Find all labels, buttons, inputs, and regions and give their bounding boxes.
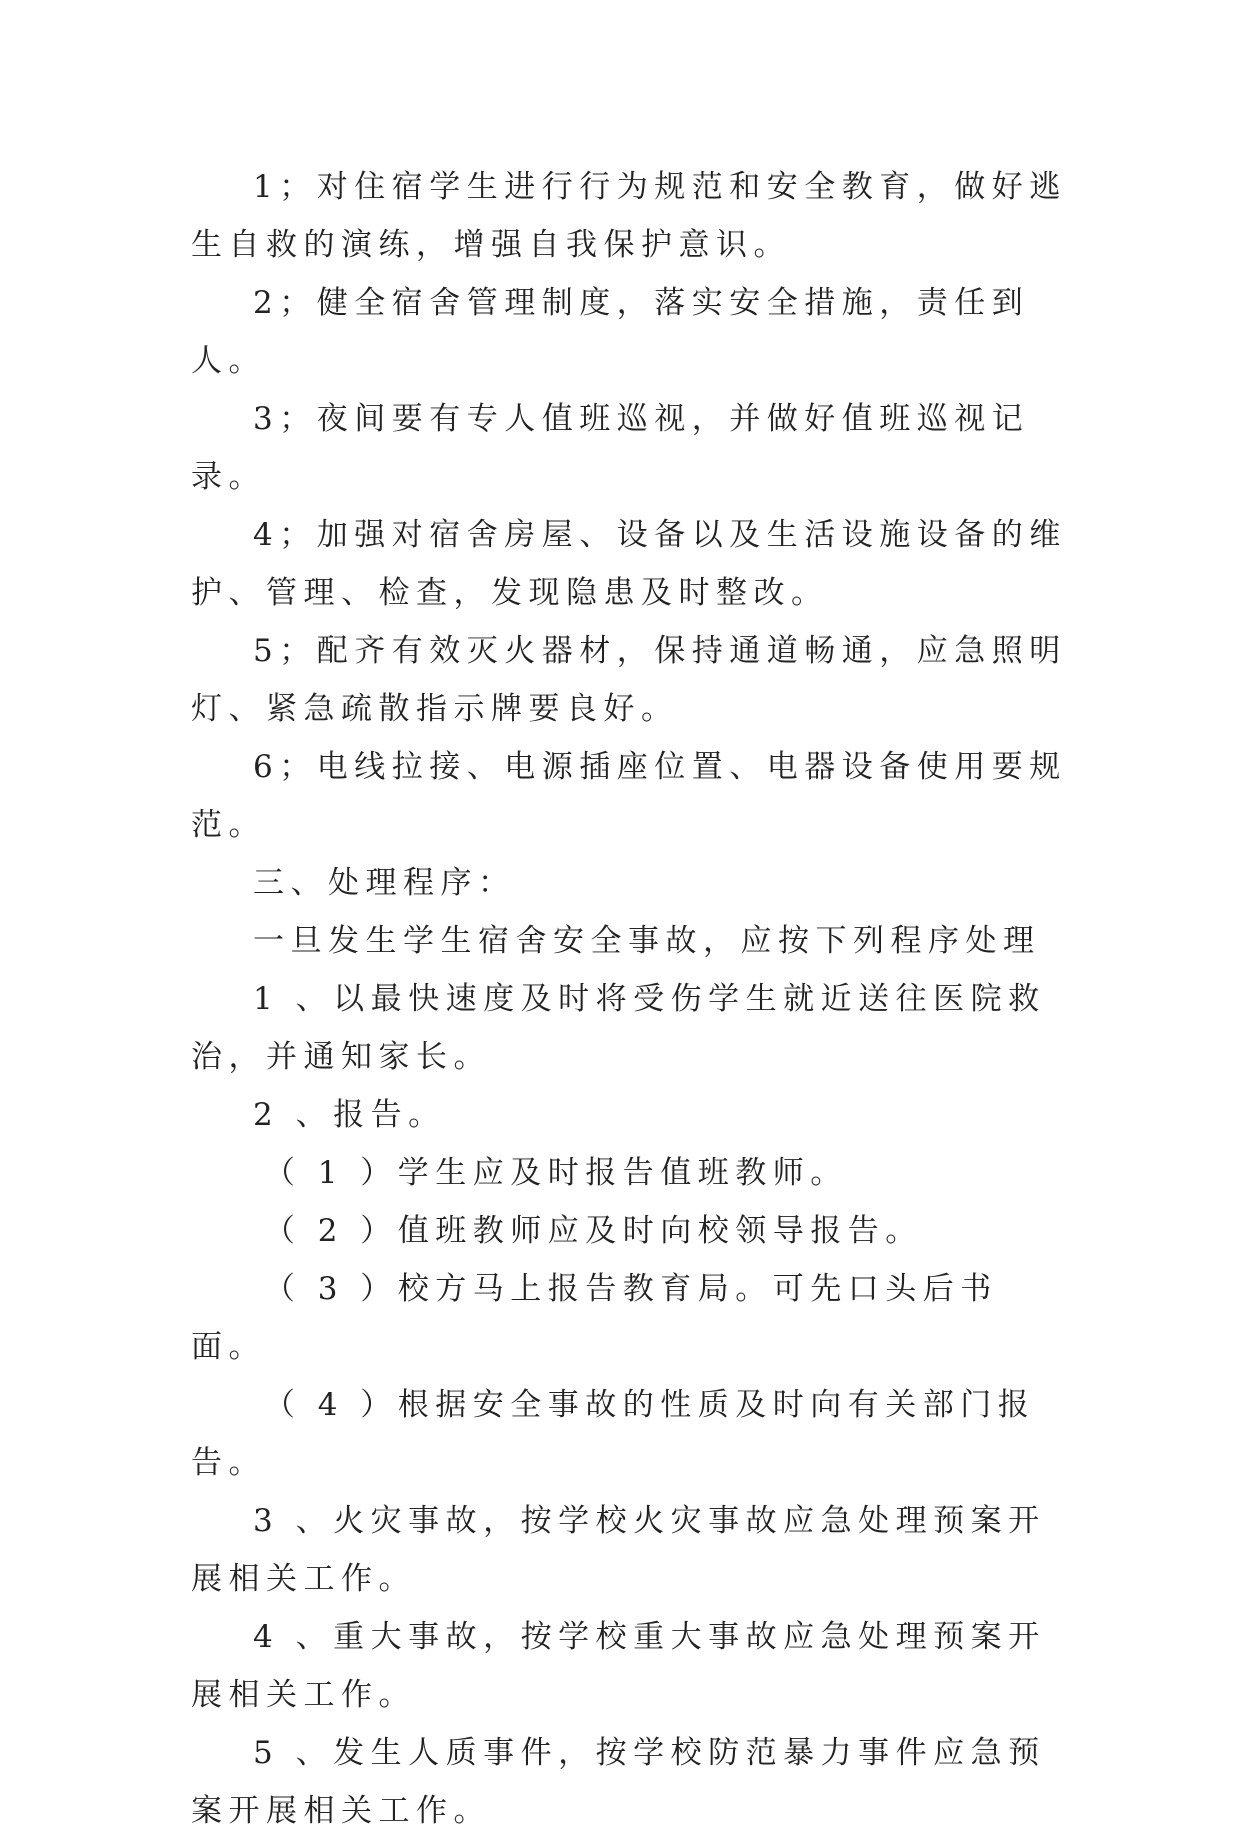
paragraph-measure-3: 3；夜间要有专人值班巡视，并做好值班巡视记录。 bbox=[191, 401, 1030, 495]
paragraph-measure-4: 4；加强对宿舍房屋、设备以及生活设施设备的维护、管理、检查，发现隐患及时整改。 bbox=[191, 517, 1067, 611]
paragraph-step-3: 3 、火灾事故，按学校火灾事故应急处理预案开展相关工作。 bbox=[191, 1503, 1046, 1597]
paragraph-substep-2: （ 2 ）值班教师应及时向校领导报告。 bbox=[263, 1213, 923, 1249]
paragraph-measure-6: 6；电线拉接、电源插座位置、电器设备使用要规范。 bbox=[191, 749, 1067, 843]
paragraph-measure-2: 2；健全宿舍管理制度，落实安全措施，责任到人。 bbox=[191, 285, 1030, 379]
paragraph-step-2: 2 、报告。 bbox=[253, 1097, 446, 1133]
paragraph-procedure-intro: 一旦发生学生宿舍安全事故，应按下列程序处理 bbox=[253, 923, 1041, 959]
paragraph-step-5: 5 、发生人质事件，按学校防范暴力事件应急预案开展相关工作。 bbox=[191, 1735, 1046, 1829]
paragraph-step-1: 1 、以最快速度及时将受伤学生就近送往医院救治，并通知家长。 bbox=[191, 981, 1046, 1075]
paragraph-substep-3: （ 3 ）校方马上报告教育局。可先口头后书面。 bbox=[191, 1271, 998, 1365]
paragraph-measure-5: 5；配齐有效灭火器材，保持通道畅通，应急照明灯、紧急疏散指示牌要良好。 bbox=[191, 633, 1067, 727]
section-heading-procedure: 三、处理程序： bbox=[253, 865, 516, 901]
paragraph-substep-4: （ 4 ）根据安全事故的性质及时向有关部门报告。 bbox=[191, 1387, 1036, 1481]
paragraph-step-4: 4 、重大事故，按学校重大事故应急处理预案开展相关工作。 bbox=[191, 1619, 1046, 1713]
document-body bbox=[191, 158, 1071, 1840]
paragraph-measure-1: 1；对住宿学生进行行为规范和安全教育，做好逃生自救的演练，增强自我保护意识。 bbox=[191, 169, 1067, 263]
paragraph-substep-1: （ 1 ）学生应及时报告值班教师。 bbox=[263, 1155, 848, 1191]
